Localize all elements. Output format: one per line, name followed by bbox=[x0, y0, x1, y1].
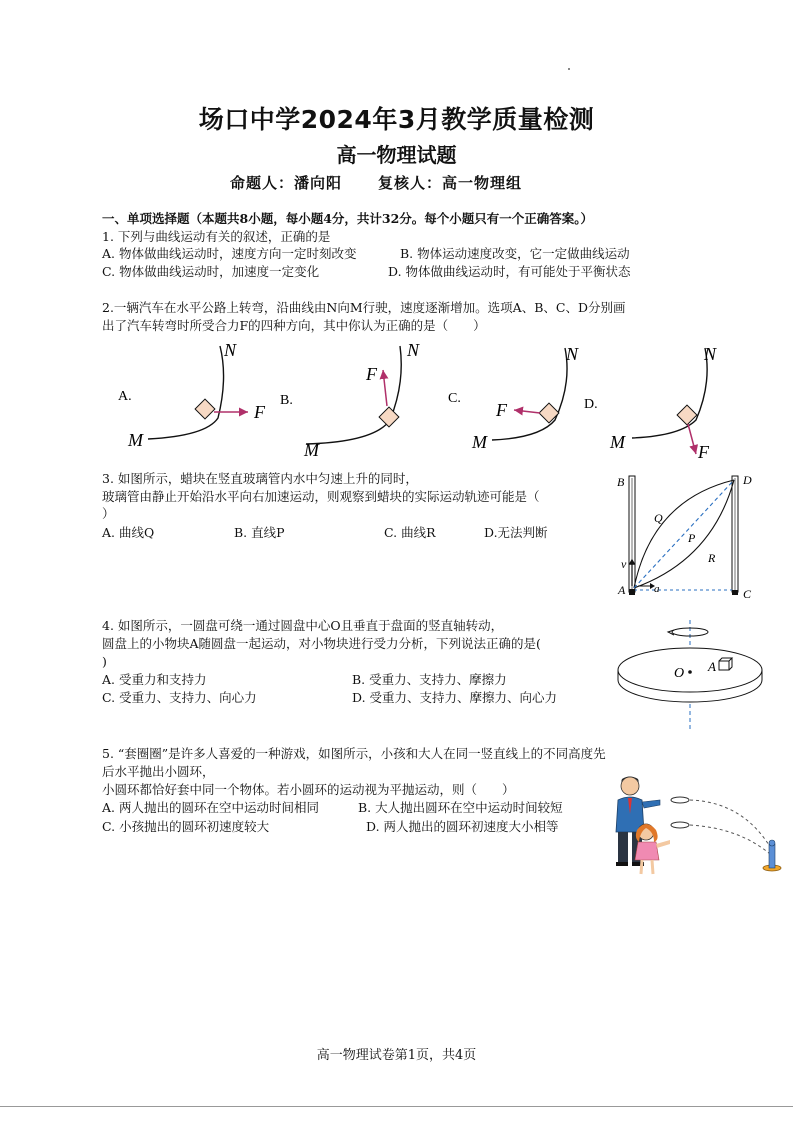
q5-option-b: B. 大人抛出圆环在空中运动时间较短 bbox=[358, 800, 563, 815]
q5-stem-line3: 小圆环都恰好套中同一个物体。若小圆环的运动视为平抛运动，则（ ） bbox=[102, 782, 515, 797]
q3-option-b: B. 直线P bbox=[234, 525, 285, 540]
q2-point-m-a: M bbox=[128, 430, 143, 450]
exam-title: 场口中学2024年3月教学质量检测 bbox=[198, 105, 595, 134]
q1-stem: 1. 下列与曲线运动有关的叙述，正确的是 bbox=[102, 229, 331, 244]
q4-block bbox=[719, 661, 729, 670]
q4-disc bbox=[618, 648, 762, 692]
q2-force-arrow-b bbox=[383, 370, 387, 406]
q3-label-a-accel: a bbox=[654, 583, 660, 595]
q5-figure bbox=[604, 770, 790, 882]
q2-label-c: C. bbox=[448, 391, 461, 406]
q3-stem-line3: ） bbox=[102, 506, 115, 521]
q2-curve-d bbox=[632, 348, 707, 438]
q4-center-dot bbox=[688, 670, 692, 674]
q5-option-a: A. 两人抛出的圆环在空中运动时间相同 bbox=[102, 800, 319, 815]
q1-option-d: D. 物体做曲线运动时，有可能处于平衡状态 bbox=[388, 264, 631, 279]
q2-force-label-c: F bbox=[496, 400, 507, 420]
q3-label-q: Q bbox=[654, 511, 663, 525]
q3-label-b: B bbox=[617, 475, 625, 489]
q2-label-b: B. bbox=[280, 393, 293, 408]
page-footer: 高一物理试卷第1页，共4页 bbox=[316, 1048, 477, 1063]
q4-option-d: D. 受重力、支持力、摩擦力、向心力 bbox=[352, 690, 558, 705]
q2-point-n-c: N bbox=[566, 344, 579, 364]
bottom-rule bbox=[0, 1106, 793, 1107]
q2-force-arrow-c bbox=[514, 410, 540, 413]
q3-option-d: D.无法判断 bbox=[484, 525, 548, 540]
q3-line-p bbox=[634, 480, 734, 588]
q3-option-c: C. 曲线R bbox=[384, 525, 436, 540]
q5-trajectory-adult bbox=[690, 800, 772, 850]
scan-speck bbox=[568, 68, 570, 70]
q2-stem-line1: 2.一辆汽车在水平公路上转弯，沿曲线由N向M行驶，速度逐渐增加。选项A、B、C、D分别画 bbox=[102, 300, 626, 315]
q3-stem-line2: 玻璃管由静止开始沿水平向右加速运动，则观察到蜡块的实际运动轨迹可能是（ bbox=[102, 489, 540, 504]
authors-line bbox=[230, 172, 558, 193]
q4-stem-line2: 圆盘上的小物块A随圆盘一起运动，对小物块进行受力分析，下列说法正确的是( bbox=[102, 636, 541, 651]
q5-child-figure bbox=[635, 824, 670, 874]
q2-diagram-b bbox=[280, 340, 420, 460]
q4-option-a: A. 受重力和支持力 bbox=[102, 672, 207, 687]
q3-stem-line1: 3. 如图所示，蜡块在竖直玻璃管内水中匀速上升的同时， bbox=[102, 471, 418, 486]
q2-car-block-a bbox=[195, 399, 215, 419]
q3-right-base bbox=[732, 590, 738, 595]
q3-figure bbox=[612, 470, 772, 605]
q2-point-n-a: N bbox=[224, 340, 237, 360]
q2-diagram-c bbox=[448, 344, 579, 452]
q2-label-d: D. bbox=[584, 397, 598, 412]
q5-target-post bbox=[769, 844, 775, 868]
q2-car-block-b bbox=[379, 407, 399, 427]
q5-option-c: C. 小孩抛出的圆环初速度较大 bbox=[102, 819, 270, 834]
q1-option-a: A. 物体做曲线运动时，速度方向一定时刻改变 bbox=[102, 246, 357, 261]
q2-curve-c bbox=[492, 348, 567, 440]
q2-diagram-d bbox=[584, 344, 717, 462]
q2-label-a: A. bbox=[118, 389, 132, 404]
q3-option-a: A. 曲线Q bbox=[102, 525, 155, 540]
q3-label-v: v bbox=[621, 557, 627, 571]
q4-option-b: B. 受重力、支持力、摩擦力 bbox=[352, 672, 507, 687]
q4-option-c: C. 受重力、支持力、向心力 bbox=[102, 690, 257, 705]
q2-point-m-c: M bbox=[472, 432, 487, 452]
q2-diagram-a bbox=[118, 340, 266, 450]
q2-point-m-b: M bbox=[304, 440, 319, 460]
q2-point-n-d: N bbox=[704, 344, 717, 364]
q1-option-c: C. 物体做曲线运动时，加速度一定变化 bbox=[102, 264, 320, 279]
q4-figure bbox=[612, 618, 788, 736]
q2-curve-b bbox=[306, 346, 401, 444]
q5-trajectory-child bbox=[690, 825, 770, 854]
reviewer-name: 复核人：高一物理组 bbox=[378, 174, 523, 192]
q2-force-label-d: F bbox=[698, 442, 709, 462]
q4-rotation-arrowhead bbox=[668, 630, 674, 635]
q1-option-b: B. 物体运动速度改变，它一定做曲线运动 bbox=[400, 246, 630, 261]
q3-label-c: C bbox=[743, 587, 752, 601]
q5-option-d: D. 两人抛出的圆环初速度大小相等 bbox=[366, 819, 559, 834]
q4-label-o: O bbox=[674, 666, 685, 681]
q5-stem-line2: 后水平抛出小圆环， bbox=[102, 764, 215, 779]
q2-force-label-b: F bbox=[366, 364, 377, 384]
q2-force-arrow-d bbox=[688, 424, 696, 454]
q2-force-label-a: F bbox=[254, 402, 265, 422]
q2-figure bbox=[100, 338, 740, 463]
q5-target-top bbox=[769, 840, 775, 846]
q2-curve-a bbox=[148, 346, 224, 439]
q4-stem-line1: 4. 如图所示，一圆盘可绕一通过圆盘中心O且垂直于盘面的竖直轴转动， bbox=[102, 618, 504, 633]
q2-car-block-c bbox=[539, 403, 559, 423]
section-heading: 一、单项选择题（本题共8小题，每小题4分，共计32分。每个小题只有一个正确答案。） bbox=[102, 211, 594, 226]
q3-label-r: R bbox=[708, 551, 716, 565]
q3-label-p: P bbox=[688, 531, 696, 545]
q4-stem-line3: ) bbox=[102, 654, 107, 669]
q2-stem-line2: 出了汽车转弯时所受合力F的四种方向，其中你认为正确的是（ ） bbox=[102, 318, 486, 333]
q3-wax-block bbox=[629, 589, 635, 595]
q5-ring-child bbox=[671, 822, 689, 828]
q3-label-d: D bbox=[743, 473, 752, 487]
q4-label-a: A bbox=[708, 659, 716, 674]
exam-subtitle: 高一物理试题 bbox=[336, 143, 457, 167]
q2-point-m-d: M bbox=[610, 432, 625, 452]
q5-ring-adult bbox=[671, 797, 689, 803]
q5-stem-line1: 5. “套圈圈”是许多人喜爱的一种游戏，如图所示，小孩和大人在同一竖直线上的不同高度先 bbox=[102, 746, 606, 761]
q3-label-a-point: A bbox=[618, 583, 626, 597]
q2-point-n-b: N bbox=[407, 340, 420, 360]
setter-name: 命题人：潘向阳 bbox=[230, 174, 343, 192]
